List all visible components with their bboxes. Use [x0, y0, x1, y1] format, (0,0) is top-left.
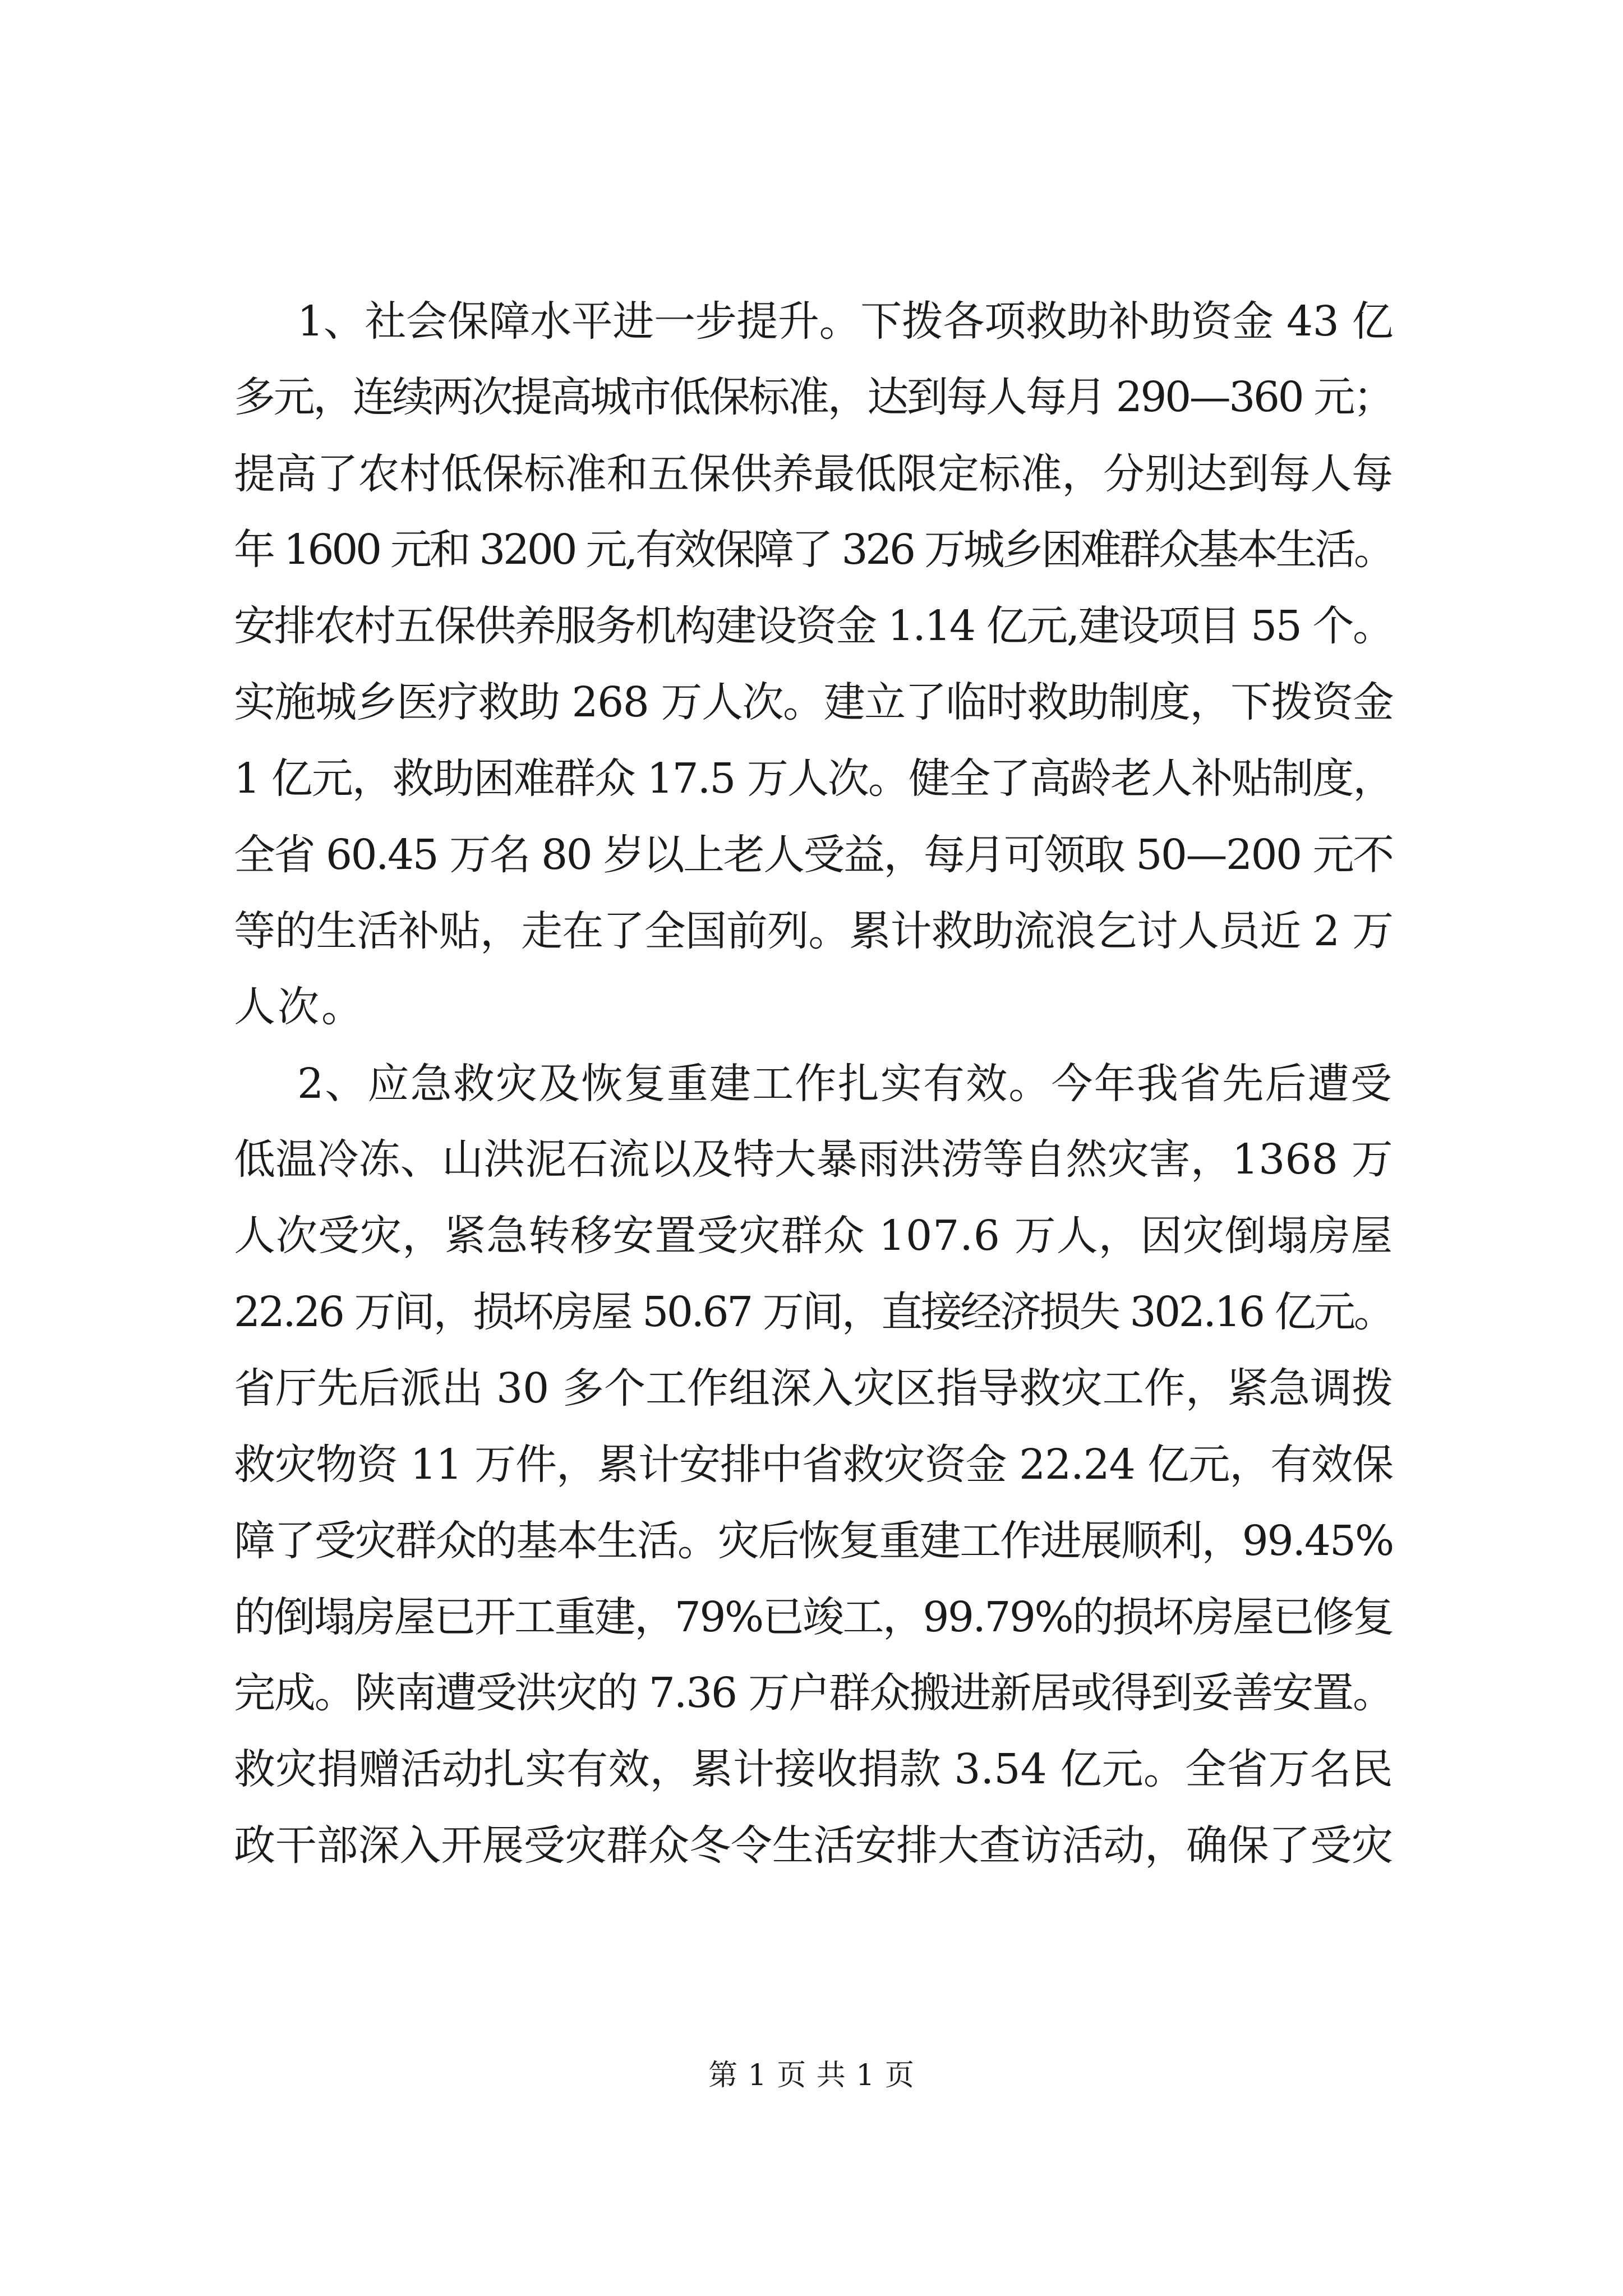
paragraph-2-line-10: 救灾捐赠活动扎实有效，累计接收捐款 3.54 亿元。全省万名民	[234, 1745, 1393, 1793]
paragraph-2-line-4: 22.26 万间，损坏房屋 50.67 万间，直接经济损失 302.16 亿元。	[234, 1288, 1394, 1336]
paragraph-2-line-7: 障了受灾群众的基本生活。灾后恢复重建工作进展顺利，99.45%	[234, 1517, 1394, 1565]
paragraph-1-line-5: 安排农村五保供养服务机构建设资金 1.14 亿元,建设项目 55 个。	[234, 602, 1393, 650]
paragraph-1-line-8: 全省 60.45 万名 80 岁以上老人受益，每月可领取 50—200 元不	[234, 831, 1393, 879]
paragraph-1-line-2: 多元，连续两次提高城市低保标准，达到每人每月 290—360 元；	[234, 373, 1393, 421]
page-footer: 第 1 页 共 1 页	[708, 2059, 915, 2092]
paragraph-2-line-2: 低温冷冻、山洪泥石流以及特大暴雨洪涝等自然灾害，1368 万	[234, 1135, 1393, 1184]
paragraph-2-line-1: 2、应急救灾及恢复重建工作扎实有效。今年我省先后遭受	[297, 1060, 1394, 1108]
paragraph-1-line-7: 1 亿元，救助困难群众 17.5 万人次。健全了高龄老人补贴制度，	[234, 754, 1394, 803]
paragraph-1-line-10: 人次。	[234, 983, 365, 1031]
paragraph-1-line-4: 年 1600 元和 3200 元,有效保障了 326 万城乡困难群众基本生活。	[234, 526, 1393, 574]
paragraph-1-line-3: 提高了农村低保标准和五保供养最低限定标准，分别达到每人每	[234, 450, 1393, 498]
paragraph-2-line-3: 人次受灾，紧急转移安置受灾群众 107.6 万人，因灾倒塌房屋	[234, 1212, 1393, 1260]
paragraph-2-line-5: 省厅先后派出 30 多个工作组深入灾区指导救灾工作，紧急调拨	[234, 1364, 1394, 1412]
paragraph-1-line-1: 1、社会保障水平进一步提升。下拨各项救助补助资金 43 亿	[297, 297, 1394, 346]
paragraph-2-line-11: 政干部深入开展受灾群众冬令生活安排大查访活动，确保了受灾	[234, 1821, 1393, 1870]
paragraph-1-line-6: 实施城乡医疗救助 268 万人次。建立了临时救助制度，下拨资金	[234, 678, 1394, 726]
paragraph-2-line-6: 救灾物资 11 万件，累计安排中省救灾资金 22.24 亿元，有效保	[234, 1441, 1394, 1489]
paragraph-2-line-9: 完成。陕南遭受洪灾的 7.36 万户群众搬进新居或得到妥善安置。	[234, 1669, 1393, 1717]
paragraph-2-line-8: 的倒塌房屋已开工重建，79%已竣工，99.79%的损坏房屋已修复	[234, 1593, 1393, 1641]
paragraph-1-line-9: 等的生活补贴，走在了全国前列。累计救助流浪乞讨人员近 2 万	[234, 907, 1394, 955]
